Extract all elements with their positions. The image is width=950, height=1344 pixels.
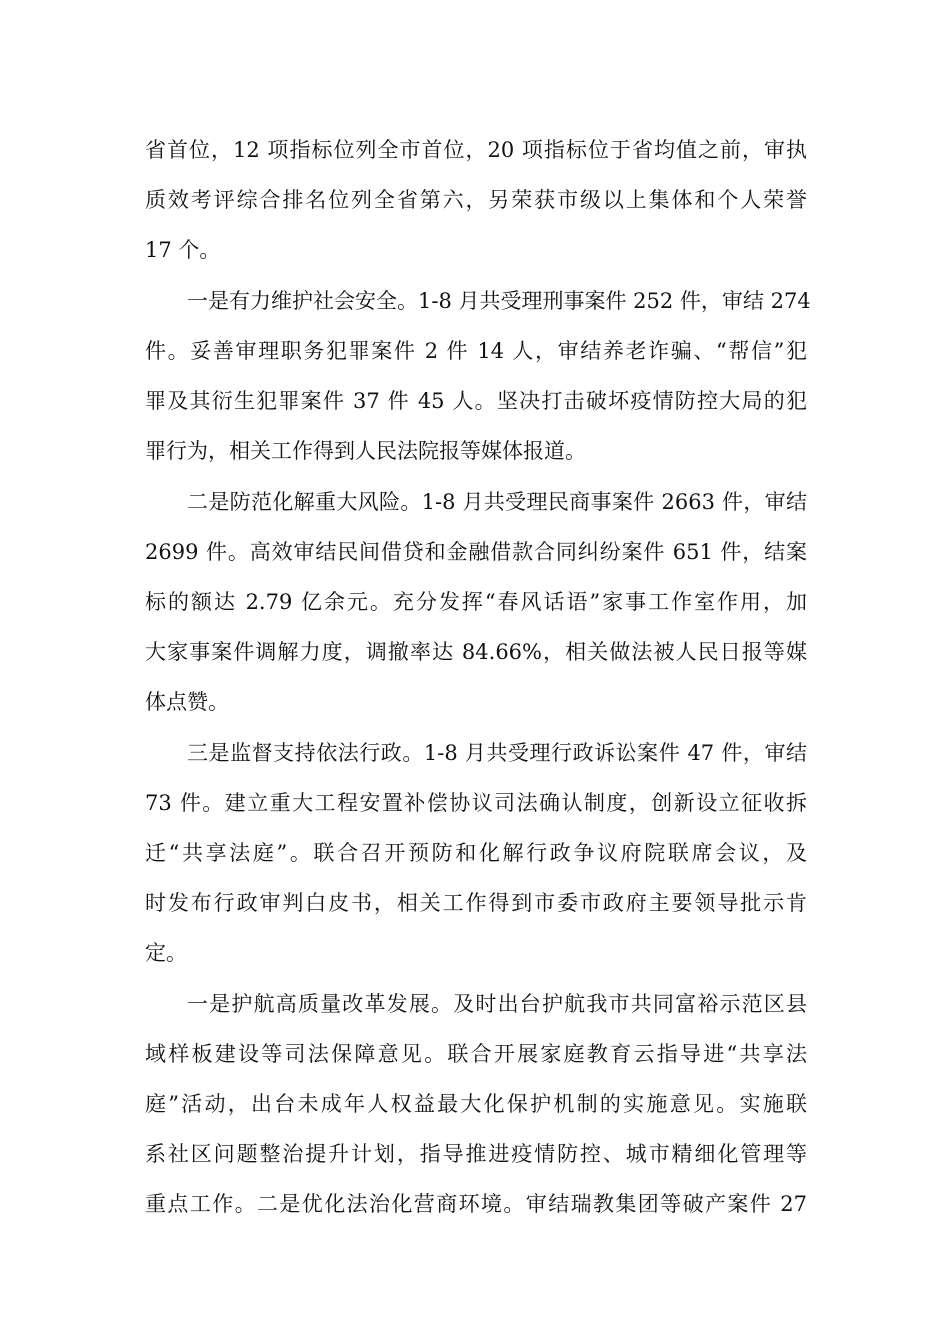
text-line: 件。妥善审理职务犯罪案件 2 件 14 人，审结养老诈骗、“帮信”犯 (145, 339, 807, 363)
text-line: 标的额达 2.79 亿余元。充分发挥“春风话语”家事工作室作用，加 (145, 590, 807, 614)
text-line: 罪及其衍生犯罪案件 37 件 45 人。坚决打击破坏疫情防控大局的犯 (145, 389, 807, 413)
text-line: 体点赞。 (145, 690, 229, 714)
paragraph-first-line: 一是护航高质量改革发展。及时出台护航我市共同富裕示范区县 (187, 992, 807, 1016)
text-line: 定。 (145, 941, 187, 965)
paragraph-first-line: 三是监督支持依法行政。1-8 月共受理行政诉讼案件 47 件，审结 (187, 741, 807, 765)
text-line: 庭”活动，出台未成年人权益最大化保护机制的实施意见。实施联 (145, 1092, 807, 1116)
paragraph-first-line: 二是防范化解重大风险。1-8 月共受理民商事案件 2663 件，审结 (187, 490, 807, 514)
text-line: 73 件。建立重大工程安置补偿协议司法确认制度，创新设立征收拆 (145, 791, 807, 815)
text-line: 2699 件。高效审结民间借贷和金融借款合同纠纷案件 651 件，结案 (145, 540, 807, 564)
text-line: 质效考评综合排名位列全省第六，另荣获市级以上集体和个人荣誉 (145, 188, 807, 212)
text-line: 罪行为，相关工作得到人民法院报等媒体报道。 (145, 439, 586, 463)
text-line: 大家事案件调解力度，调撤率达 84.66%，相关做法被人民日报等媒 (145, 640, 807, 664)
paragraph-first-line: 一是有力维护社会安全。1-8 月共受理刑事案件 252 件，审结 274 (187, 289, 811, 313)
text-line: 系社区问题整治提升计划，指导推进疫情防控、城市精细化管理等 (145, 1142, 807, 1166)
text-line: 17 个。 (145, 238, 221, 262)
text-line: 迁“共享法庭”。联合召开预防和化解行政争议府院联席会议，及 (145, 841, 807, 865)
text-line: 域样板建设等司法保障意见。联合开展家庭教育云指导进“共享法 (145, 1042, 807, 1066)
text-line: 省首位，12 项指标位列全市首位，20 项指标位于省均值之前，审执 (145, 138, 807, 162)
text-line: 重点工作。二是优化法治化营商环境。审结瑞教集团等破产案件 27 (145, 1192, 807, 1216)
text-line: 时发布行政审判白皮书，相关工作得到市委市政府主要领导批示肯 (145, 891, 807, 915)
